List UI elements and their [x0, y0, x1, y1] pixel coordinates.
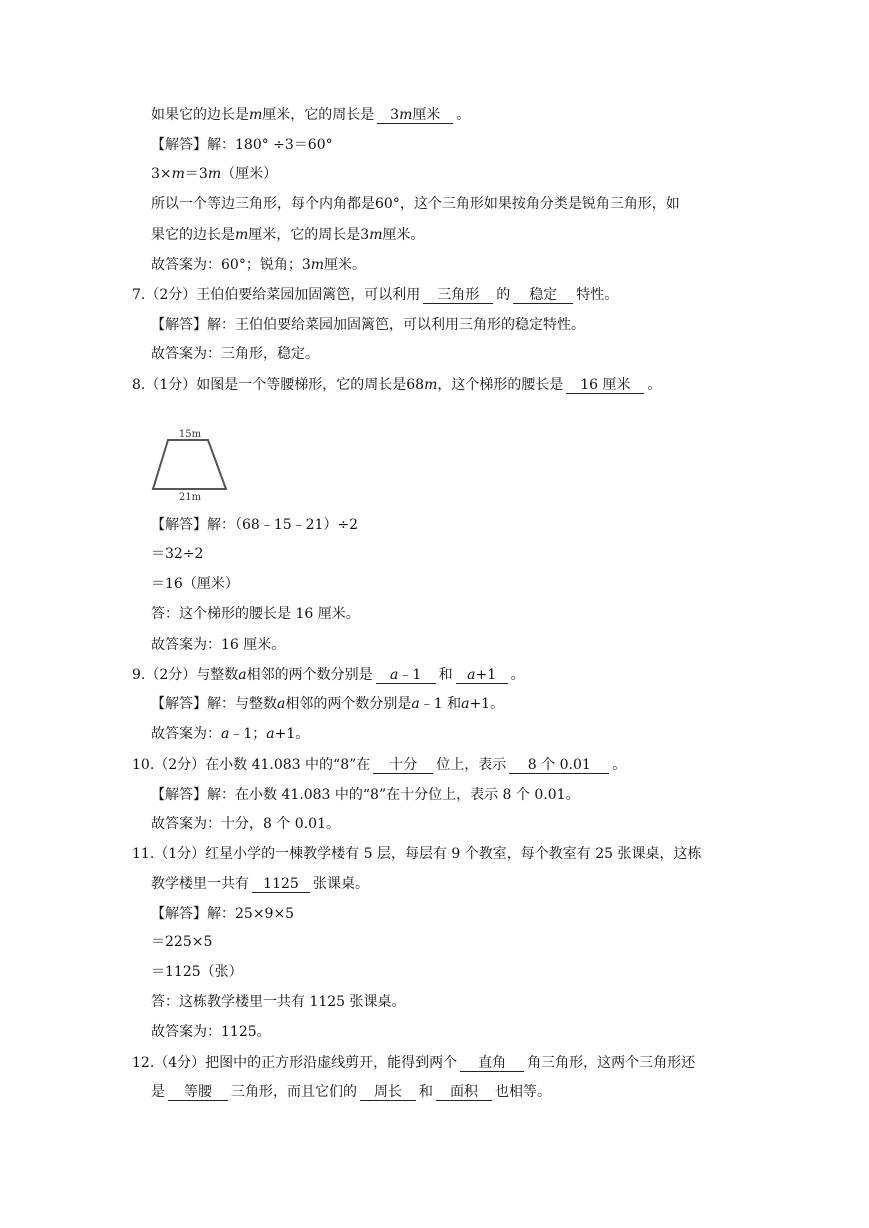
answer-blank: 周长: [360, 1084, 416, 1101]
text: 7.（2分）王伯伯要给菜园加固篱笆，可以利用: [132, 287, 421, 303]
var-a: a: [221, 726, 230, 742]
text: 相邻的两个数分别是: [285, 696, 412, 712]
solution-line: ＝225×5: [151, 934, 213, 950]
solution-line: 所以一个等边三角形，每个内角都是60°，这个三角形如果按角分类是锐角三角形，如: [151, 196, 680, 212]
line-perimeter: [151, 106, 470, 124]
answer-blank: 稳定: [513, 287, 573, 304]
var-m: m: [249, 107, 263, 123]
text: +1: [475, 667, 497, 683]
trapezoid-figure: [148, 424, 234, 504]
text: 厘米: [412, 107, 441, 123]
var-a: a: [238, 667, 247, 683]
answer-blank: 8 个 0.01: [509, 757, 609, 774]
var-a: a: [411, 696, 420, 712]
answer-blank: 等腰: [168, 1084, 228, 1101]
answer-line: 故答案为：16 厘米。: [151, 637, 286, 653]
solution-line: 【解答】解：在小数 41.083 中的“8”在十分位上，表示 8 个 0.01。: [151, 787, 580, 803]
text: 【解答】解：与整数: [151, 696, 277, 712]
var-m: m: [424, 377, 438, 393]
solution-line: 答：这个梯形的腰长是 16 厘米。: [151, 606, 360, 622]
text: 厘米，它的周长是3: [248, 227, 370, 243]
text: 12.（4分）把图中的正方形沿虚线剪开，能得到两个: [132, 1055, 458, 1071]
text: 厘米。: [382, 227, 425, 243]
text: ，这个梯形的腰长是: [437, 377, 564, 393]
answer-blank: [376, 667, 436, 684]
text: ﹣1；: [229, 726, 267, 742]
text: 特性。: [576, 287, 619, 303]
text: 3: [390, 107, 400, 123]
question-9: [132, 666, 525, 684]
text: ﹣1 和: [419, 696, 462, 712]
answer-blank: [377, 107, 453, 124]
text: 果它的边长是: [151, 227, 235, 243]
question-11-cont: [151, 875, 369, 893]
answer-line: [151, 256, 366, 274]
bottom-base-label: 21m: [178, 492, 202, 503]
text: +1。: [469, 696, 505, 712]
text: 8.（1分）如图是一个等腰梯形，它的周长是68: [132, 377, 425, 393]
question-12-cont: [151, 1083, 551, 1101]
var-a: a: [266, 726, 275, 742]
text: 张课桌。: [313, 876, 369, 892]
text: 相邻的两个数分别是: [246, 667, 373, 683]
answer-line: 故答案为：十分，8 个 0.01。: [151, 816, 340, 832]
text: 9.（2分）与整数: [132, 667, 239, 683]
text: 角三角形，这两个三角形还: [527, 1055, 696, 1071]
answer-blank: 直角: [460, 1055, 524, 1072]
text: 和: [419, 1084, 433, 1100]
answer-line: 故答案为：1125。: [151, 1024, 271, 1040]
var-a: a: [461, 696, 470, 712]
solution-line: ＝32÷2: [151, 546, 204, 562]
trapezoid-shape: [153, 440, 226, 489]
question-8: [132, 376, 661, 394]
question-12: [132, 1054, 695, 1072]
solution-line: [151, 695, 504, 713]
text: 也相等。: [495, 1084, 551, 1100]
answer-blank: 1125: [252, 876, 310, 893]
text: 的: [496, 287, 511, 303]
text: 厘米。: [324, 257, 367, 273]
text: +1。: [274, 726, 310, 742]
var-m: m: [171, 166, 185, 182]
answer-blank: 三角形: [423, 287, 493, 304]
solution-line: ＝16（厘米）: [151, 576, 239, 592]
solution-line: ＝1125（张）: [151, 964, 243, 980]
text: 故答案为：: [151, 726, 221, 742]
answer-blank: 十分: [373, 757, 433, 774]
text: 如果它的边长是: [151, 107, 249, 123]
text: 是: [151, 1084, 165, 1100]
text: 。: [612, 757, 627, 773]
var-m: m: [399, 107, 413, 123]
solution-line: 【解答】解：25×9×5: [151, 906, 295, 922]
text: 三角形，而且它们的: [231, 1084, 357, 1100]
text: 厘米，它的周长是: [262, 107, 375, 123]
solution-line: 【解答】解：王伯伯要给菜园加固篱笆，可以利用三角形的稳定特性。: [151, 317, 585, 333]
question-11: 11.（1分）红星小学的一棟教学楼有 5 层，每层有 9 个教室，每个教室有 25 张课桌，这栋: [132, 846, 702, 862]
text: （厘米）: [221, 166, 278, 182]
text: 10.（2分）在小数 41.083 中的“8”在: [132, 757, 371, 773]
text: 教学楼里一共有: [151, 876, 249, 892]
text: ＝3: [184, 166, 208, 182]
answer-line: 故答案为：三角形，稳定。: [151, 346, 319, 362]
text: 和: [438, 667, 453, 683]
question-10: [132, 756, 626, 774]
answer-blank: 面积: [436, 1084, 492, 1101]
var-m: m: [369, 227, 383, 243]
text: 故答案为：60°；锐角；3: [151, 257, 311, 273]
solution-line: 答：这栋教学楼里一共有 1125 张课桌。: [151, 994, 406, 1010]
var-a: a: [389, 667, 399, 683]
question-7: [132, 286, 618, 304]
var-a: a: [277, 696, 286, 712]
solution-line: [151, 165, 277, 183]
solution-line: [151, 226, 424, 244]
solution-line: 【解答】解：（68﹣15﹣21）÷2: [151, 517, 359, 533]
text: ﹣1: [398, 667, 422, 683]
answer-blank: [456, 667, 508, 684]
answer-line: [151, 725, 309, 743]
text: 。: [456, 107, 471, 123]
var-m: m: [310, 257, 325, 273]
var-m: m: [235, 227, 249, 243]
top-base-label: 15m: [178, 429, 202, 440]
var-m: m: [207, 166, 222, 182]
solution-line: 【解答】解：180° ÷3＝60°: [151, 137, 333, 153]
text: 3×: [151, 166, 172, 182]
text: 。: [647, 377, 662, 393]
var-a: a: [467, 667, 476, 683]
answer-blank: 16 厘米: [566, 377, 644, 394]
text: 。: [510, 667, 525, 683]
text: 位上，表示: [436, 757, 507, 773]
